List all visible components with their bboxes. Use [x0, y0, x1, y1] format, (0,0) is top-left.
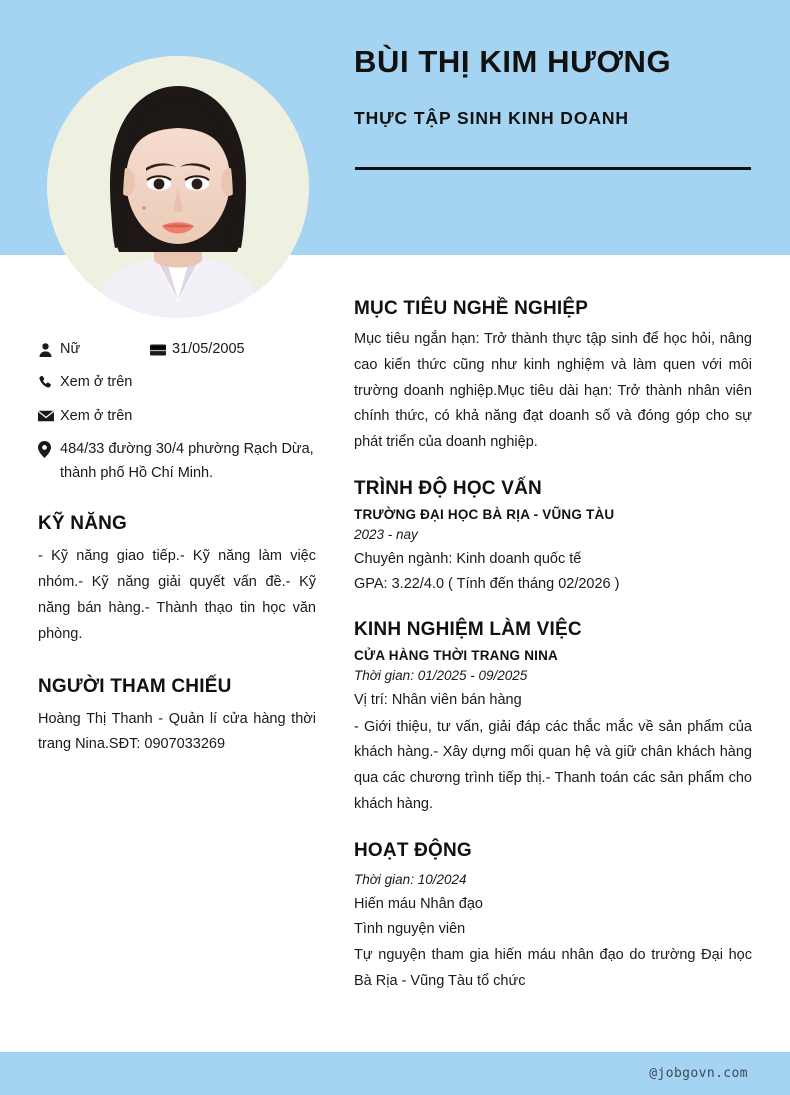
objective-body: Mục tiêu ngắn hạn: Trở thành thực tập sinh để học hỏi, nâng cao kiến thức cũng như kinh nghiệm và làm quen với môi trường doanh nghiệp.Mục tiêu dài hạn: Trở thành nhân viên chính thức, có khả năng đạt doanh số và đóng góp cho sự phát triển của doanh nghiệp. [354, 331, 752, 451]
footer-watermark: @jobgovn.com [649, 1066, 748, 1081]
gender-field [38, 338, 150, 361]
education-school: TRƯỜNG ĐẠI HỌC BÀ RỊA - VŨNG TÀU [354, 506, 615, 522]
right-column [354, 298, 752, 995]
section-heading-skills: KỸ NĂNG [38, 513, 128, 535]
dob-value: 31/05/2005 [172, 341, 245, 357]
section-heading-references: NGƯỜI THAM CHIẾU [38, 675, 232, 697]
experience-description: - Giới thiệu, tư vấn, giải đáp các thắc mắc về sản phẩm của khách hàng.- Xây dựng mối quan hệ và giữ chân khách hàng qua các chương trình tiếp thị.- Thanh toán các sản phẩm cho khách hàng. [354, 718, 752, 812]
experience-period: Thời gian: 01/2025 - 09/2025 [354, 667, 528, 683]
activities-period: Thời gian: 10/2024 [354, 871, 467, 887]
section-activities [354, 840, 752, 995]
references-body: Hoàng Thị Thanh - Quản lí cửa hàng thời trang Nina.SĐT: 0907033269 [38, 710, 316, 753]
avatar [47, 56, 309, 318]
phone-icon [38, 373, 60, 392]
section-experience [354, 619, 752, 818]
section-education [354, 478, 752, 597]
activities-title: Hiến máu Nhân đạo [354, 895, 483, 912]
contact-list [38, 338, 316, 485]
contact-row-phone [38, 371, 316, 394]
phone-value: Xem ở trên [60, 374, 133, 391]
section-heading-education: TRÌNH ĐỘ HỌC VẤN [354, 477, 542, 499]
section-objective [354, 298, 752, 456]
section-heading-objective: MỤC TIÊU NGHỀ NGHIỆP [354, 298, 589, 319]
experience-position: Vị trí: Nhân viên bán hàng [354, 691, 522, 708]
contact-row-address [38, 438, 316, 485]
activities-role: Tình nguyện viên [354, 920, 466, 937]
section-heading-experience: KINH NGHIỆM LÀM VIỆC [354, 618, 582, 640]
dob-field [150, 338, 245, 361]
contact-pair [38, 338, 316, 361]
left-column [38, 338, 316, 758]
education-period: 2023 - nay [354, 526, 418, 542]
job-title: THỰC TẬP SINH KINH DOANH [354, 107, 629, 128]
envelope-icon [38, 407, 60, 426]
header-text-block [354, 44, 754, 129]
page-title: BÙI THỊ KIM HƯƠNG [354, 44, 672, 79]
contact-row-email [38, 405, 316, 428]
address-value: 484/33 đường 30/4 phường Rạch Dừa, thành phố Hồ Chí Minh. [60, 441, 314, 481]
email-value: Xem ở trên [60, 407, 133, 424]
location-pin-icon [38, 440, 60, 459]
section-heading-activities: HOẠT ĐỘNG [354, 839, 472, 861]
contact-row-gender-dob [38, 338, 316, 361]
experience-company: CỬA HÀNG THỜI TRANG NINA [354, 647, 559, 663]
person-icon [38, 340, 60, 359]
education-major: Chuyên ngành: Kinh doanh quốc tế [354, 550, 582, 567]
avatar-image [47, 56, 309, 318]
id-card-icon [150, 340, 172, 359]
gender-value: Nữ [60, 341, 81, 357]
skills-body: - Kỹ năng giao tiếp.- Kỹ năng làm việc nhóm.- Kỹ năng giải quyết vấn đề.- Kỹ năng bán hàng.- Thành thạo tin học văn phòng. [38, 548, 316, 642]
header-divider [355, 167, 751, 170]
activities-description: Tự nguyện tham gia hiến máu nhân đạo do trường Đại học Bà Rịa - Vũng Tàu tổ chức [354, 947, 752, 990]
education-gpa: GPA: 3.22/4.0 ( Tính đến tháng 02/2026 ) [354, 575, 620, 592]
